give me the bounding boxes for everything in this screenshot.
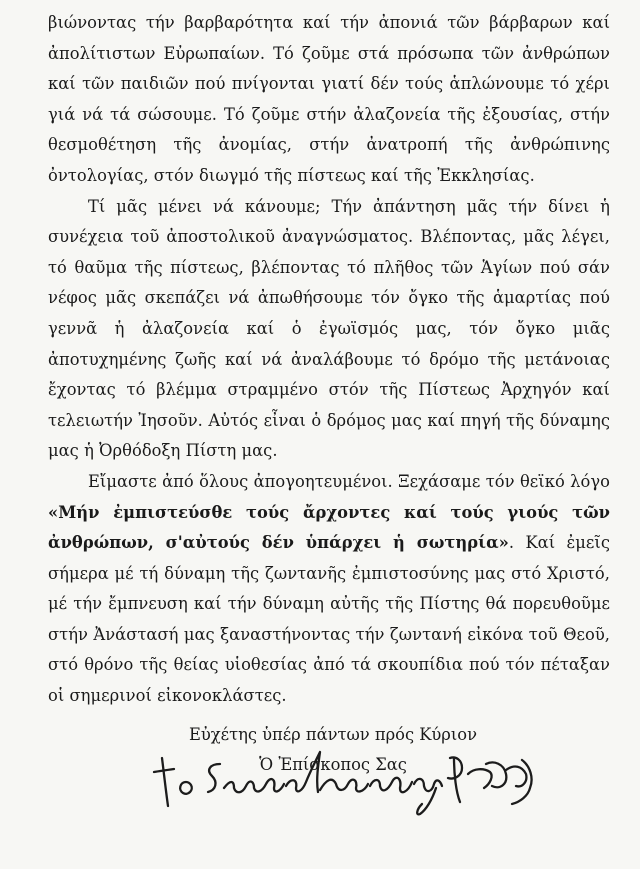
- body-paragraph: [48, 192, 610, 467]
- letter-body: [48, 8, 610, 712]
- signature-graphic: [150, 730, 550, 820]
- handwritten-signature: [150, 730, 550, 820]
- body-paragraph: [48, 8, 610, 192]
- paragraph-text: . Καί ἐμεῖς σήμερα μέ τή δύναμη τῆς ζωντανῆς ἐμπιστοσύνης μας στό Χριστό, μέ τήν ἔμπνευση καί τήν δύναμη αὐτῆς τῆς Πίστης θά πορευθοῦμε στήν Ἀνάστασή μας ξαναστήνοντας τήν ζωντανή εἰκόνα τοῦ Θεοῦ, στό θρόνο τῆς θείας υἱοθεσίας ἀπό τά σκουπίδια πού τόν πέταξαν οἱ σημερινοί εἰκονοκλάστες.: [48, 533, 610, 706]
- closing-salutation: Εὐχέτης ὑπέρ πάντων πρός Κύριον: [189, 724, 477, 744]
- closing-sender: Ὁ Ἐπίσκοπος Σας: [259, 754, 407, 774]
- body-paragraph: [48, 467, 610, 712]
- paragraph-text: Εἴμαστε ἀπό ὅλους ἀπογοητευμένοι. Ξεχάσαμε τόν θεϊκό λόγο: [88, 471, 610, 491]
- quoted-scripture: «Μήν ἐμπιστεύσθε τούς ἄρχοντες καί τούς γιούς τῶν ἀνθρώπων, σ'αὐτούς δέν ὑπάρχει ἡ σωτηρία»: [48, 502, 610, 553]
- paragraph-text: Τί μᾶς μένει νά κάνουμε; Τήν ἀπάντηση μᾶς τήν δίνει ἡ συνέχεια τοῦ ἀποστολικοῦ ἀναγνώσματος. Βλέποντας, μᾶς λέγει, τό θαῦμα τῆς πίστεως, βλέποντας τό πλῆθος τῶν Ἁγίων πού σάν νέφος μᾶς σκεπάζει νά ἀπωθήσουμε τόν ὄγκο τῆς ἁμαρτίας πού γεννᾶ ἡ ἀλαζονεία καί ὁ ἐγωϊσμός μας, τόν ὄγκο μιᾶς ἀποτυχημένης ζωῆς καί νά ἀναλάβουμε τό δρόμο τῆς μετάνοιας ἔχοντας τό βλέμμα στραμμένο στόν τῆς Πίστεως Ἀρχηγόν καί τελειωτήν Ἰησοῦν. Αὐτός εἶναι ὁ δρόμος μας καί πηγή τῆς δύναμης μας ἡ Ὀρθόδοξη Πίστη μας.: [48, 196, 610, 461]
- paragraph-text: βιώνοντας τήν βαρβαρότητα καί τήν ἀπονιά τῶν βάρβαρων καί ἀπολίτιστων Εὐρωπαίων. Τό ζοῦμε στά πρόσωπα τῶν ἀνθρώπων καί τῶν παιδιῶν πού πνίγονται γιατί δέν τούς ἁπλώνουμε τό χέρι γιά νά τά σώσουμε. Τό ζοῦμε στήν ἀλαζονεία τῆς ἐξουσίας, στήν θεσμοθέτηση τῆς ἀνομίας, στήν ἀνατροπή τῆς ἀνθρώπινης ὀντολογίας, στόν διωγμό τῆς πίστεως καί τῆς Ἐκκλησίας.: [48, 13, 610, 185]
